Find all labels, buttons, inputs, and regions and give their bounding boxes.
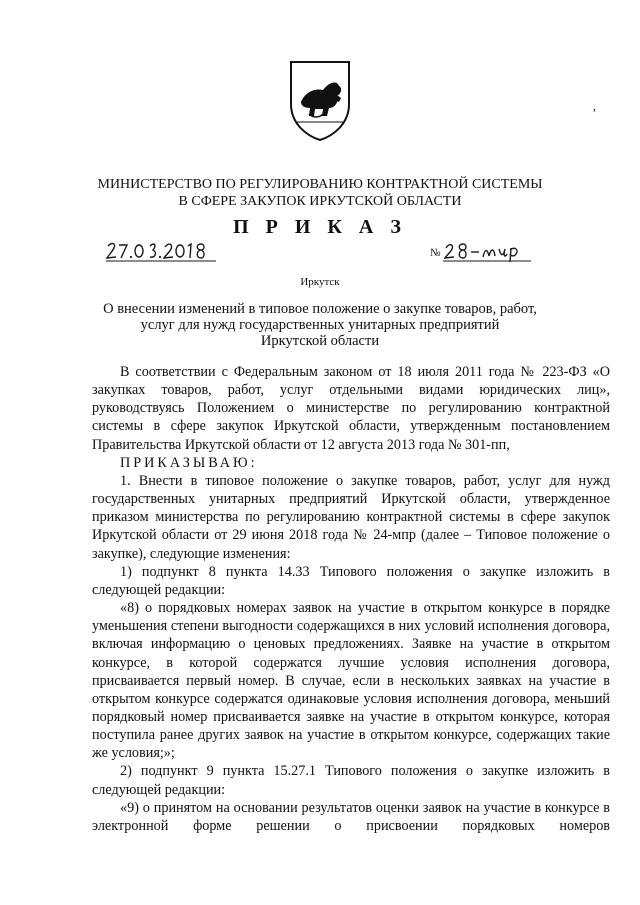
subject-line-2: услуг для нужд государственных унитарных предприятий	[140, 317, 500, 333]
order-subject	[0, 301, 640, 349]
subject-line-1: О внесении изменений в типовое положение о закупке товаров, работ,	[103, 301, 537, 317]
subitem-2-text: «9) о принятом на основании результатов оценки заявок на участие в конкурсе в электронной форме решении о присвоении порядковых номеров	[92, 799, 610, 834]
order-heading: ПРИКАЗЫВАЮ:	[120, 454, 258, 471]
subject-line-3: Иркутской области	[260, 333, 380, 349]
paragraph-1: 1. Внести в типовое положение о закупке товаров, работ, услуг для нужд государственных унитарных предприятий Иркутской области, утвержденное приказом министерства по регулированию контрактной системы в сфере закупок Иркутской области от 29 июня 2018 года № 24-мпр (далее – Типовое положение о закупке), следующие изменения:	[92, 472, 610, 562]
handwritten-number	[443, 240, 533, 264]
number-label: №	[430, 247, 441, 259]
document-title: П Р И К А З	[233, 216, 407, 238]
ministry-name	[0, 176, 640, 210]
subitem-2: 2) подпункт 9 пункта 15.27.1 Типового положения о закупке изложить в следующей редакции:	[92, 763, 610, 798]
ministry-line-2: В СФЕРЕ ЗАКУПОК ИРКУТСКОЙ ОБЛАСТИ	[178, 194, 462, 209]
ministry-line-1: МИНИСТЕРСТВО ПО РЕГУЛИРОВАНИЮ КОНТРАКТНОЙ СИСТЕМЫ	[97, 177, 543, 192]
order-body	[92, 363, 610, 835]
handwritten-date	[104, 240, 219, 264]
preamble-paragraph: В соответствии с Федеральным законом от 18 июля 2011 года № 223-ФЗ «О закупках товаров, работ, услуг отдельными видами юридических лиц», руководствуясь Положением о министерстве по регулированию контрактной системы в сфере закупок Иркутской области, утвержденным постановлением Правительства Иркутской области от 12 августа 2013 года № 301-пп,	[92, 364, 610, 453]
corner-mark: ,	[593, 99, 596, 113]
coat-of-arms-emblem	[287, 58, 353, 142]
city: Иркутск	[300, 276, 340, 288]
subitem-1-text: «8) о порядковых номерах заявок на участие в открытом конкурсе в порядке уменьшения степени выгодности содержащихся в них условий исполнения договора, включая информацию о ценовых предложениях. Заявке на участие в открытом конкурсе, в которой содержатся лучшие условия исполнения договора, присваивается первый номер. В случае, если в нескольких заявках на участие в открытом конкурсе содержатся одинаковые условия исполнения договора, меньший порядковый номер присваивается заявке на участие в открытом конкурсе, которая поступила ранее других заявок на участие в открытом конкурсе, содержащих такие же условия;»;	[92, 600, 610, 762]
subitem-1: 1) подпункт 8 пункта 14.33 Типового положения о закупке изложить в следующей редакции:	[92, 563, 610, 598]
